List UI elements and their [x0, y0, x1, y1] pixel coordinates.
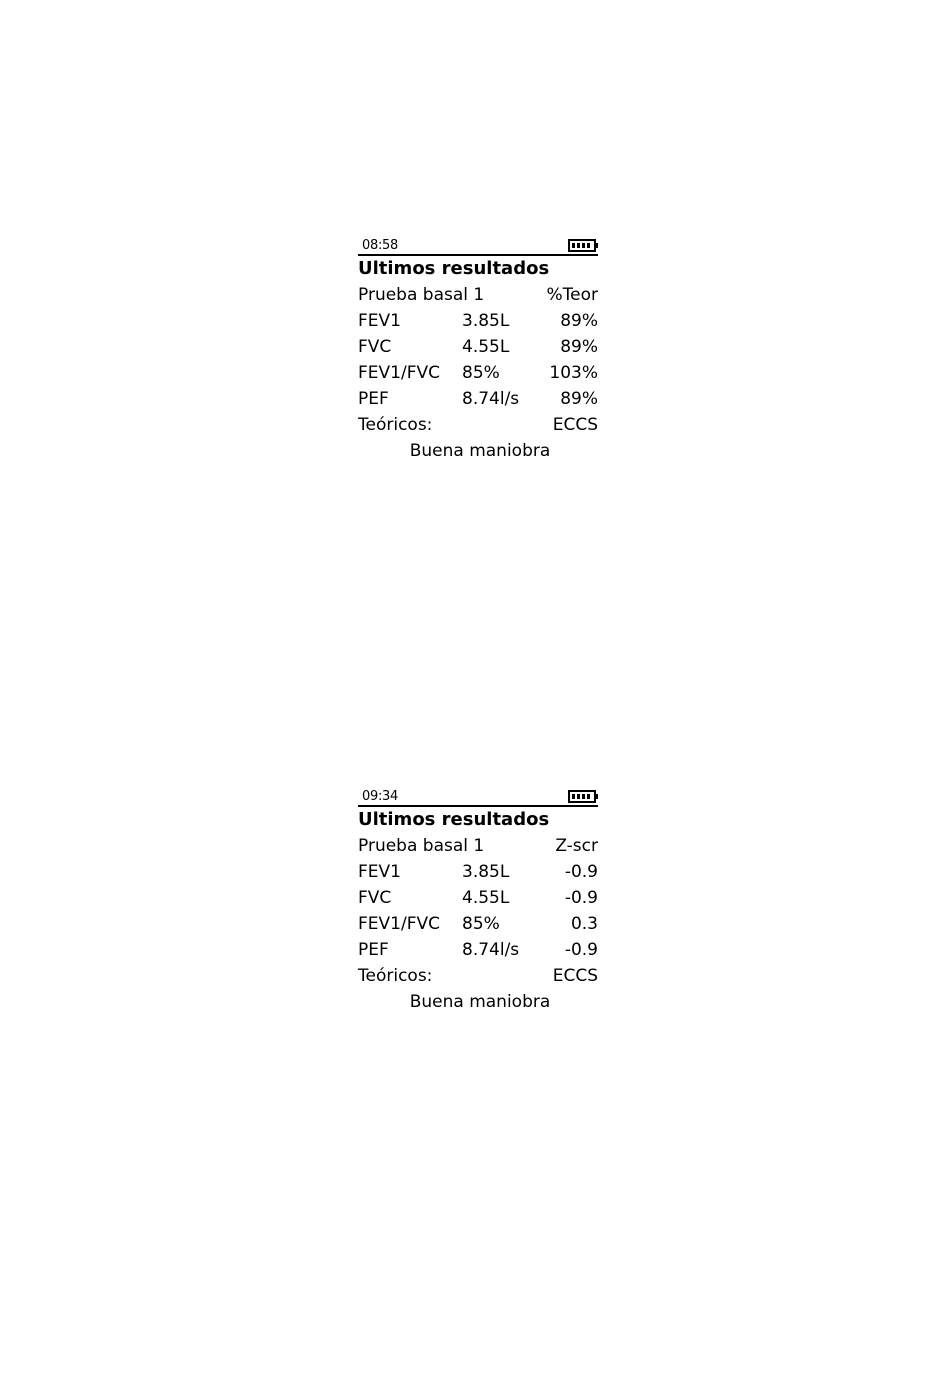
- screen-title: Ultimos resultados: [358, 809, 550, 830]
- predicted-value: ECCS: [552, 415, 598, 435]
- status-bar: [358, 787, 598, 807]
- result-row-fvc: [358, 885, 598, 911]
- predicted-set-row: [358, 963, 598, 989]
- param-name: FEV1: [358, 311, 401, 331]
- param-name: PEF: [358, 940, 389, 960]
- param-name: FVC: [358, 888, 392, 908]
- clock: 08:58: [362, 238, 398, 253]
- param-metric: 0.3: [570, 914, 598, 934]
- maneuver-status: Buena maniobra: [409, 441, 551, 461]
- param-name: FVC: [358, 337, 392, 357]
- test-label: Prueba basal 1: [358, 836, 485, 856]
- param-metric: 103%: [549, 363, 598, 383]
- metric-header: %Teor: [546, 285, 598, 305]
- results-header-row: [358, 833, 598, 859]
- param-metric: -0.9: [564, 940, 598, 960]
- screen-title: Ultimos resultados: [358, 258, 550, 279]
- result-row-fev1-fvc: [358, 911, 598, 937]
- metric-header: Z-scr: [555, 836, 598, 856]
- param-value: 85%: [462, 914, 500, 934]
- predicted-label: Teóricos:: [358, 415, 433, 435]
- result-row-fev1-fvc: [358, 360, 598, 386]
- status-bar: [358, 236, 598, 256]
- result-row-pef: [358, 386, 598, 412]
- param-metric: 89%: [560, 337, 598, 357]
- param-value: 8.74l/s: [462, 940, 520, 960]
- param-metric: -0.9: [564, 862, 598, 882]
- results-header-row: [358, 282, 598, 308]
- device-screen-z-score: [358, 787, 598, 1015]
- param-metric: -0.9: [564, 888, 598, 908]
- test-label: Prueba basal 1: [358, 285, 485, 305]
- result-row-fev1: [358, 859, 598, 885]
- predicted-set-row: [358, 412, 598, 438]
- predicted-label: Teóricos:: [358, 966, 433, 986]
- param-metric: 89%: [560, 389, 598, 409]
- param-value: 4.55L: [462, 888, 510, 908]
- result-row-fev1: [358, 308, 598, 334]
- battery-full-icon: [568, 239, 596, 252]
- result-row-fvc: [358, 334, 598, 360]
- predicted-value: ECCS: [552, 966, 598, 986]
- param-value: 4.55L: [462, 337, 510, 357]
- param-name: PEF: [358, 389, 389, 409]
- param-name: FEV1: [358, 862, 401, 882]
- param-name: FEV1/FVC: [358, 363, 440, 383]
- param-value: 8.74l/s: [462, 389, 520, 409]
- result-row-pef: [358, 937, 598, 963]
- maneuver-status: Buena maniobra: [409, 992, 551, 1012]
- param-value: 85%: [462, 363, 500, 383]
- param-metric: 89%: [560, 311, 598, 331]
- device-screen-percent-predicted: [358, 236, 598, 464]
- param-value: 3.85L: [462, 311, 510, 331]
- clock: 09:34: [362, 789, 398, 804]
- param-value: 3.85L: [462, 862, 510, 882]
- battery-full-icon: [568, 790, 596, 803]
- param-name: FEV1/FVC: [358, 914, 440, 934]
